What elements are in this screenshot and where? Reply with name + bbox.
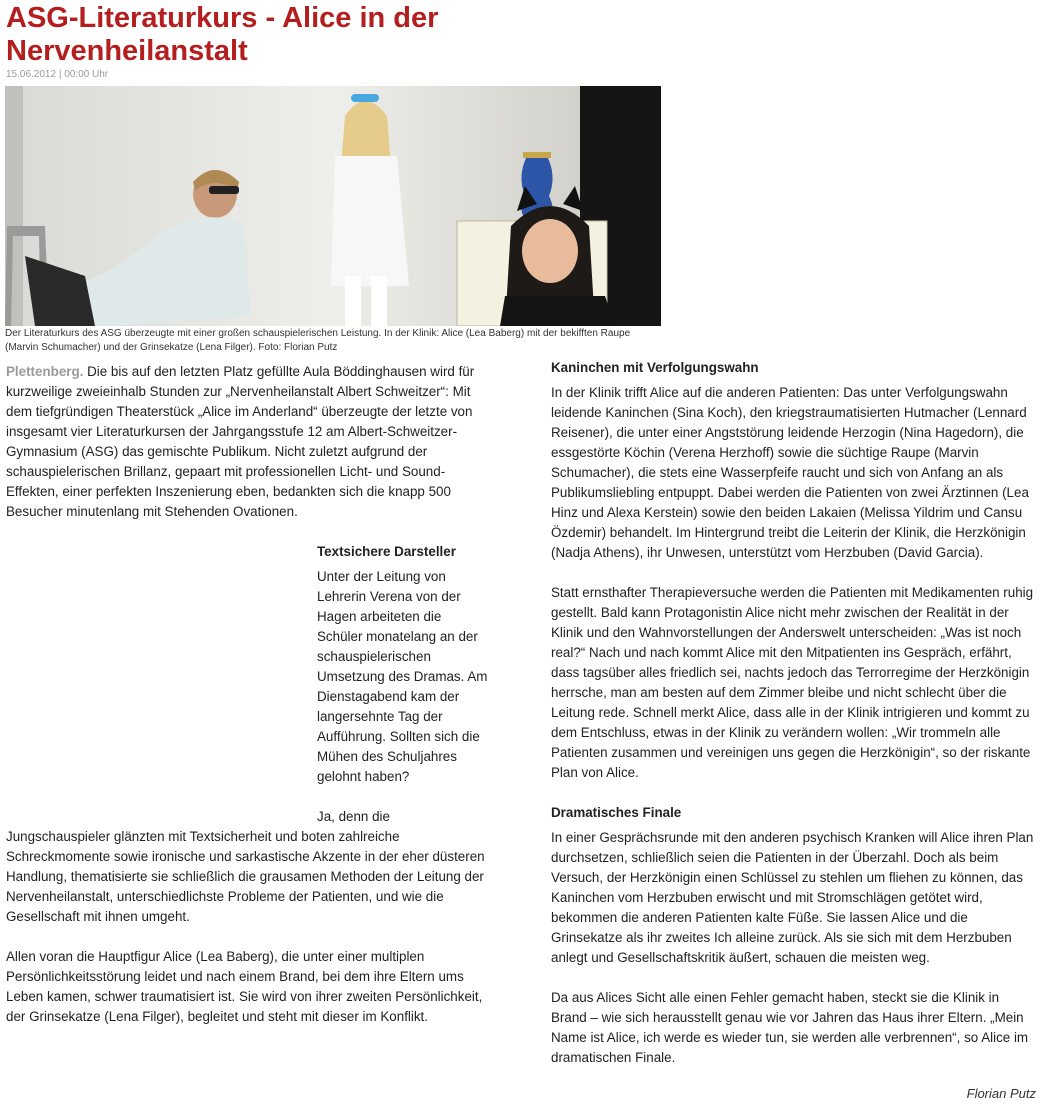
dateline: Plettenberg. <box>6 364 84 379</box>
paragraph: In der Klinik trifft Alice auf die anderen Patienten: Das unter Verfolgungswahn leidende Kaninchen (Sina Koch), den kriegstraumatisierten Hutmacher (Lennard Reisener), die unter einer Angststörung leidende Herzogin (Nina Hagedorn), die essgestörte Köchin (Verena Herzhoff) sowie die süchtige Raupe (Marvin Schumacher), die stets eine Wasserpfeife raucht und sich von Anfang an als Publikumsliebling entpuppt. Dabei werden die Patienten von zwei Ärztinnen (Lea Hinz und Alexa Kerstein) sowie den beiden Lakaien (Melissa Yildrim und Cansu Özdemir) behandelt. Im Hintergrund treibt die Leiterin der Klinik, die Herzkönigin (Nadja Athens), ihr Unwesen, unterstützt vom Herzbuben (David Garcia). <box>551 385 1029 560</box>
article-headline: ASG-Literaturkurs - Alice in der Nervenheilanstalt <box>6 2 439 67</box>
right-column <box>551 358 1036 1068</box>
section-heading: Kaninchen mit Verfolgungswahn <box>551 360 759 375</box>
paragraph: In einer Gesprächsrunde mit den anderen psychisch Kranken will Alice ihren Plan durchsetzen, schließlich seien die Patienten in der Überzahl. Doch als beim Versuch, der Herzkönigin einen Schlüssel zu stehlen um fliehen zu können, das Kaninchen vom Herzbuben erwischt und mit Stromschlägen getötet wird, bekommen die anderen Patienten kalte Füße. Sie lassen Alice und die Grinsekatze als ihr zweites Ich alleine zurück. Als sie sich mit dem Herzbuben anlegt und Gesellschaftskritik äußert, schauen die meisten weg. <box>551 830 1034 965</box>
paragraph: Unter der Leitung von Lehrerin Verena von der Hagen arbeiteten die Schüler monatelang an der schauspielerischen Umsetzung des Dramas. Am Dienstagabend kam der langersehnte Tag der Aufführung. Sollten sich die Mühen des Schuljahres gelohnt haben? <box>317 569 488 784</box>
section-heading: Dramatisches Finale <box>551 805 682 820</box>
article-photo <box>5 86 661 326</box>
article-lead <box>6 362 486 522</box>
section-textsichere <box>317 542 489 827</box>
paragraph: Jungschauspieler glänzten mit Textsicherheit und boten zahlreiche Schreckmomente sowie ironische und sarkastische Akzente in der eher düsteren Handlung, thematisierte sie schließlich die grausamen Methoden der Leitung der Nervenheilanstalt, unterschiedlichste Probleme der Patienten, und wie die Gesellschaft mit ihnen umgeht. <box>6 829 485 924</box>
stage-photo-illustration <box>5 86 661 326</box>
photo-caption: Der Literaturkurs des ASG überzeugte mit einer großen schauspielerischen Leistung. In der Klinik: Alice (Lea Baberg) mit der bekifften Raupe (Marvin Schumacher) und der Grinsekatze (Lena Filger). Foto: Florian Putz <box>5 328 631 353</box>
paragraph: Allen voran die Hauptfigur Alice (Lea Baberg), die unter einer multiplen Persönlichkeitsstörung leidet und nach einem Brand, bei dem ihre Eltern ums Leben kamen, schwer traumatisiert ist. Sie wird von ihrer zweiten Persönlichkeit, der Grinsekatze (Lena Filger), begleitet und steht mit dieser im Konflikt. <box>6 949 483 1024</box>
section-heading: Textsichere Darsteller <box>317 544 456 559</box>
article-date: 15.06.2012 | 00:00 Uhr <box>6 69 109 80</box>
paragraph: Statt ernsthafter Therapieversuche werden die Patienten mit Medikamenten ruhig gestellt. Bald kann Protagonistin Alice nicht mehr zwischen der Realität in der Klinik und den Wahnvorstellungen der Anderswelt unterscheiden: „Was ist noch real?“ Nach und nach kommt Alice mit den Mitpatienten ins Gespräch, erfährt, dass tagsüber alles friedlich sei, nachts jedoch das Terrorregime der Herzkönigin herrsche, man am besten auf dem Zimmer bleibe und nicht schlecht über die Leitung rede. Schnell merkt Alice, dass alle in der Klinik intrigieren und kommt zu dem Entschluss, etwas in der Klinik zu verändern wollen: „Wir trommeln alle Patienten zusammen und vereinigen uns gegen die Herzkönigin“, so der riskante Plan von Alice. <box>551 585 1034 780</box>
lead-text: Die bis auf den letzten Platz gefüllte Aula Böddinghausen wird für kurzweilige zweieinhalb Stunden zur „Nervenheilanstalt Albert Schweitzer“: Mit dem tiefgründigen Theaterstück „Alice im Anderland“ überzeugte der letzte von insgesamt vier Literaturkursen der Jahrgangsstufe 12 am Albert-Schweitzer-Gymnasium (ASG) das gemischte Publikum. Nicht zuletzt aufgrund der schauspielerischen Brillanz, gepaart mit professionellen Licht- und Sound-Effekten, einer perfekten Inszenierung eben, bedankten sich die knapp 500 Besucher minutenlang mit Stehenden Ovationen. <box>6 364 475 519</box>
left-column-continued <box>6 827 486 1027</box>
paragraph-start: Ja, denn die <box>317 809 390 824</box>
paragraph: Da aus Alices Sicht alle einen Fehler gemacht haben, steckt sie die Klinik in Brand – wie sich herausstellt genau wie vor Jahren das Haus ihrer Eltern. „Mein Name ist Alice, ich werde es wieder tun, sie werden alle verbrennen“, so Alice im dramatischen Finale. <box>551 990 1029 1065</box>
article-author: Florian Putz <box>966 1086 1036 1101</box>
